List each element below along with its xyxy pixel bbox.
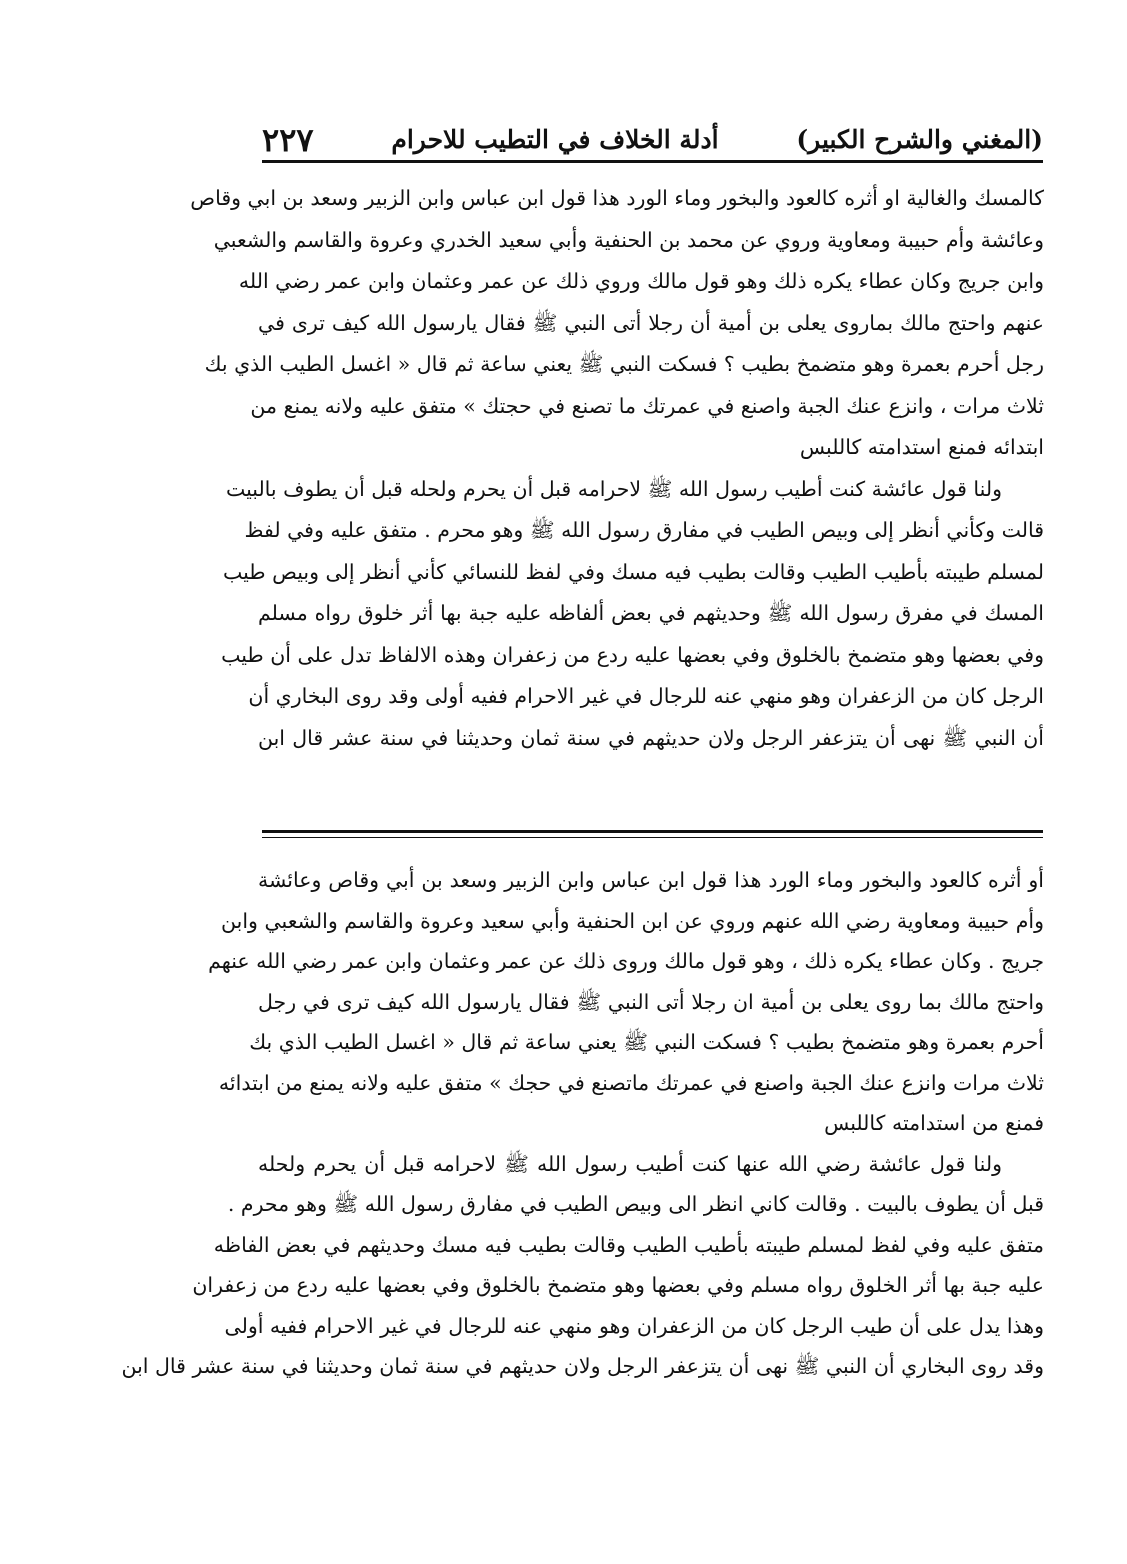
text-line: المسك في مفرق رسول الله ﷺ وحديثهم في بعض ألفاظه عليه جبة بها أثر خلوق رواه مسلم — [258, 601, 1044, 625]
text-line: الرجل كان من الزعفران وهو منهي عنه للرجال في غير الاحرام ففيه أولى وقد روى البخاري أن — [248, 684, 1044, 708]
section-title: أدلة الخلاف في التطيب للاحرام — [391, 125, 719, 154]
text-line: وأم حبيبة ومعاوية رضي الله عنهم وروي عن ابن الحنفية وأبي سعيد وعروة والقاسم والشعبي وابن — [221, 908, 1044, 933]
text-line: عنهم واحتج مالك بماروى يعلى بن أمية أن رجلا أتى النبي ﷺ فقال يارسول الله كيف ترى في — [258, 310, 1044, 335]
text-line: قالت وكأني أنظر إلى وبيص الطيب في مفارق رسول الله ﷺ وهو محرم . متفق عليه وفي لفظ — [244, 518, 1044, 542]
text-line: ولنا قول عائشة كنت أطيب رسول الله ﷺ لاحرامه قبل أن يحرم ولحله قبل أن يطوف بالبيت — [225, 476, 1002, 501]
text-line: ولنا قول عائشة رضي الله عنها كنت أطيب رسول الله ﷺ لاحرامه قبل أن يحرم ولحله — [258, 1151, 1002, 1176]
text-line: جريج . وكان عطاء يكره ذلك ، وهو قول مالك وروى ذلك عن عمر وعثمان وابن عمر رضي الله عنهم — [208, 949, 1044, 973]
lower-text-block — [121, 860, 1044, 1387]
text-line: كالمسك والغالية او أثره كالعود والبخور وماء الورد هذا قول ابن عباس وابن الزبير وسعد بن ابي وقاص — [190, 186, 1044, 210]
text-line: ثلاث مرات وانزع عنك الجبة واصنع في عمرتك ماتصنع في حجك » متفق عليه ولانه يمنع من ابتدائه — [218, 1070, 1044, 1095]
section-divider — [262, 830, 1043, 838]
text-line: ثلاث مرات ، وانزع عنك الجبة واصنع في عمرتك ما تصنع في حجتك » متفق عليه ولانه يمنع من — [250, 393, 1044, 418]
text-line: ابتدائه فمنع استدامته كاللبس — [799, 435, 1044, 459]
text-line: أحرم بعمرة وهو متضمخ بطيب ؟ فسكت النبي ﷺ يعني ساعة ثم قال « اغسل الطيب الذي بك — [249, 1030, 1044, 1054]
text-line: وابن جريج وكان عطاء يكره ذلك وهو قول مالك وروي ذلك عن عمر وعثمان وابن عمر رضي الله — [238, 269, 1044, 293]
page-number: ٢٢٧ — [262, 121, 314, 159]
text-line: واحتج مالك بما روى يعلى بن أمية ان رجلا أتى النبي ﷺ فقال يارسول الله كيف ترى في رجل — [258, 989, 1044, 1014]
text-line: متفق عليه وفي لفظ لمسلم طيبته بأطيب الطيب وقالت بطيب فيه مسك وحديثهم في بعض الفاظه — [213, 1232, 1044, 1257]
text-line: عليه جبة بها أثر الخلوق رواه مسلم وفي بعضها وهو متضمخ بالخلوق وفي بعضها عليه ردع من زعفران — [192, 1273, 1044, 1297]
text-line: قبل أن يطوف بالبيت . وقالت كاني انظر الى وبيص الطيب في مفارق رسول الله ﷺ وهو محرم . — [227, 1192, 1044, 1216]
upper-text-block — [190, 178, 1044, 759]
text-line: لمسلم طيبته بأطيب الطيب وقالت بطيب فيه مسك وفي لفظ للنسائي كأني أنظر إلى وبيص طيب — [222, 559, 1044, 584]
text-line: أو أثره كالعود والبخور وماء الورد هذا قول ابن عباس وابن الزبير وسعد بن أبي وقاص وعائشة — [258, 868, 1044, 892]
text-line: أن النبي ﷺ نهى أن يتزعفر الرجل ولان حديثهم في سنة ثمان وحديثنا في سنة عشر قال ابن — [258, 725, 1044, 750]
text-line: وعائشة وأم حبيبة ومعاوية وروي عن محمد بن الحنفية وأبي سعيد الخدري وعروة والقاسم والشعبي — [213, 227, 1044, 252]
text-line: وهذا يدل على أن طيب الرجل كان من الزعفران وهو منهي عنه للرجال في غير الاحرام ففيه أولى — [224, 1313, 1044, 1338]
text-line: وفي بعضها وهو متضمخ بالخلوق وفي بعضها عليه ردع من زعفران وهذه الالفاظ تدل على أن طيب — [221, 642, 1044, 667]
text-line: وقد روى البخاري أن النبي ﷺ نهى أن يتزعفر الرجل ولان حديثهم في سنة ثمان وحديثنا في سنة عشر قال ابن — [121, 1354, 1044, 1378]
page-header — [262, 112, 1043, 163]
book-title: (المغني والشرح الكبير) — [796, 125, 1043, 154]
text-line: فمنع من استدامته كاللبس — [824, 1111, 1044, 1135]
text-line: رجل أحرم بعمرة وهو متضمخ بطيب ؟ فسكت النبي ﷺ يعني ساعة ثم قال « اغسل الطيب الذي بك — [204, 352, 1044, 376]
